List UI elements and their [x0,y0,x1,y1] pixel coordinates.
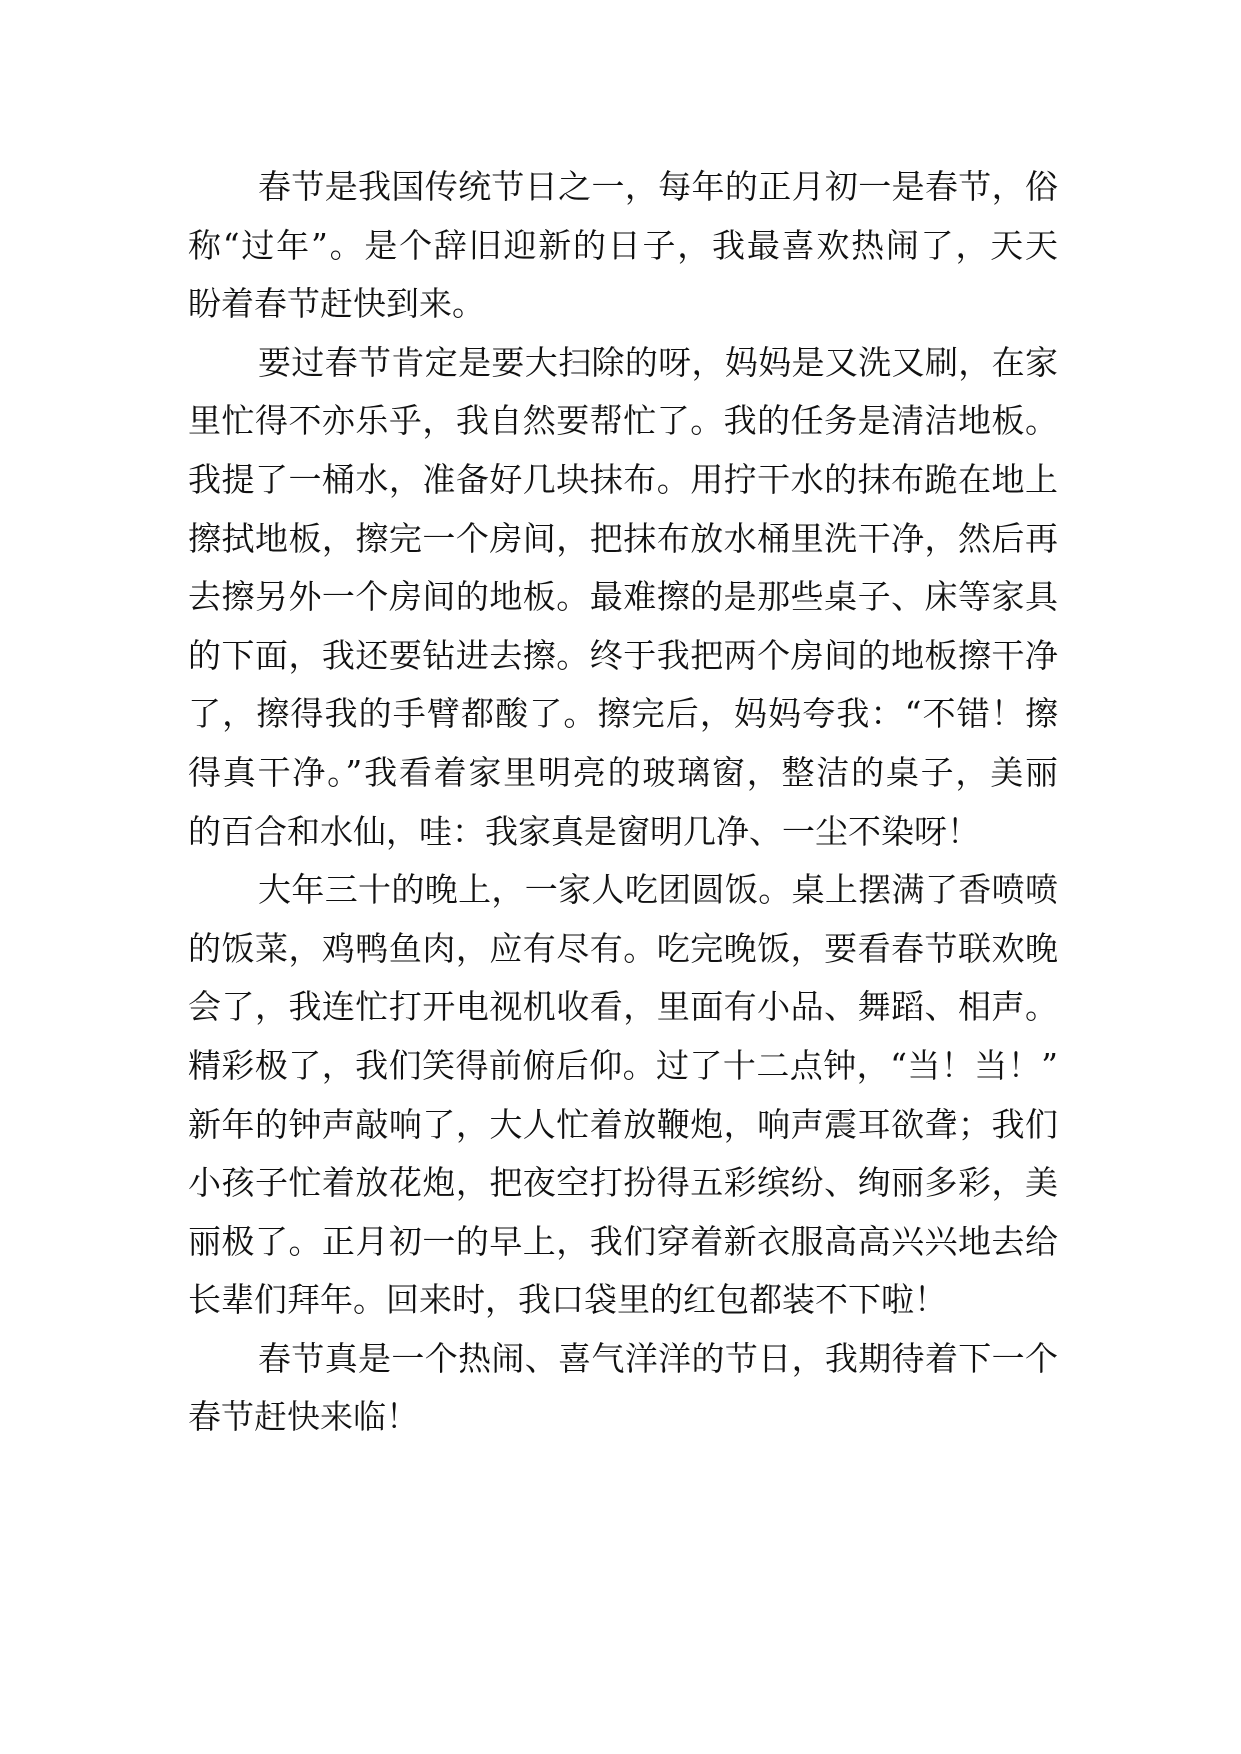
text-line: 我提了一桶水，准备好几块抹布。用拧干水的抹布跪在地上 [188,459,1058,499]
text-line: 里忙得不亦乐乎，我自然要帮忙了。我的任务是清洁地板。 [188,401,1058,441]
text-line: 的下面，我还要钻进去擦。终于我把两个房间的地板擦干净 [188,635,1058,675]
document-body [188,158,1058,1447]
text-line: 春节赶快来临！ [188,1397,419,1437]
text-line: 的百合和水仙，哇：我家真是窗明几净、一尘不染呀！ [188,811,980,851]
text-line: 的饭菜，鸡鸭鱼肉，应有尽有。吃完晚饭，要看春节联欢晚 [188,928,1058,968]
paragraph-3 [188,861,1058,1330]
paragraph-1 [188,158,1058,334]
text-line: 称“过年”。是个辞旧迎新的日子，我最喜欢热闹了，天天 [188,225,1058,265]
text-line: 会了，我连忙打开电视机收看，里面有小品、舞蹈、相声。 [188,987,1058,1027]
text-line: 大年三十的晚上，一家人吃团圆饭。桌上摆满了香喷喷 [258,870,1058,910]
text-line: 新年的钟声敲响了，大人忙着放鞭炮，响声震耳欲聋；我们 [188,1104,1058,1144]
text-line: 春节是我国传统节日之一，每年的正月初一是春节，俗 [258,167,1058,206]
paragraph-4 [188,1330,1058,1447]
paragraph-2 [188,334,1058,861]
text-line: 小孩子忙着放花炮，把夜空打扮得五彩缤纷、绚丽多彩，美 [188,1163,1058,1203]
text-line: 要过春节肯定是要大扫除的呀，妈妈是又洗又刷，在家 [258,342,1058,382]
text-line: 得真干净。”我看着家里明亮的玻璃窗，整洁的桌子，美丽 [188,752,1058,792]
text-line: 春节真是一个热闹、喜气洋洋的节日，我期待着下一个 [258,1338,1058,1378]
text-line: 擦拭地板，擦完一个房间，把抹布放水桶里洗干净，然后再 [188,518,1058,558]
text-line: 精彩极了，我们笑得前俯后仰。过了十二点钟，“当！当！” [188,1045,1058,1085]
text-line: 丽极了。正月初一的早上，我们穿着新衣服高高兴兴地去给 [188,1221,1058,1261]
text-line: 盼着春节赶快到来。 [188,284,485,324]
text-line: 长辈们拜年。回来时，我口袋里的红包都装不下啦！ [188,1280,947,1320]
text-line: 了，擦得我的手臂都酸了。擦完后，妈妈夸我：“不错！擦 [188,694,1058,734]
text-line: 去擦另外一个房间的地板。最难擦的是那些桌子、床等家具 [188,577,1058,617]
